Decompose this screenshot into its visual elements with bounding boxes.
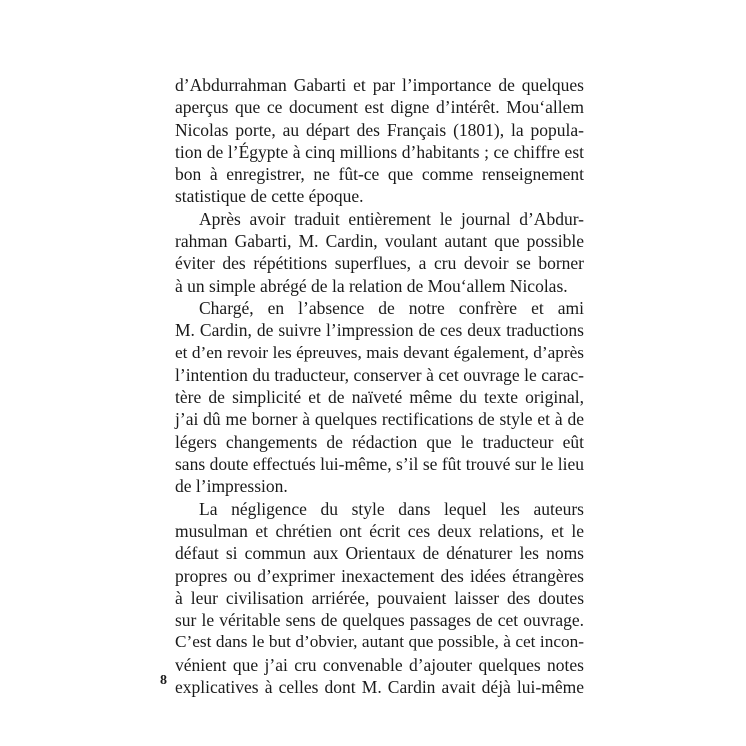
text-line: aperçus que ce document est digne d’intérêt. Mou‘allem bbox=[175, 97, 584, 118]
text-line: Nicolas porte, au départ des Français (1801), la popula- bbox=[175, 119, 584, 140]
text-line: éviter des répétitions superflues, a cru devoir se borner bbox=[175, 253, 584, 274]
text-line: propres ou d’exprimer inexactement des idées étrangères bbox=[175, 565, 584, 586]
paragraph bbox=[175, 208, 584, 297]
text-line: et d’en revoir les épreuves, mais devant également, d’après bbox=[175, 342, 584, 362]
text-line: Après avoir traduit entièrement le journal d’Abdur- bbox=[199, 208, 584, 229]
page-number: 8 bbox=[160, 673, 167, 688]
text-line: vénient que j’ai cru convenable d’ajouter quelques notes bbox=[175, 654, 584, 675]
body-text bbox=[175, 74, 584, 698]
paragraph bbox=[175, 498, 584, 699]
text-line: tère de simplicité et de naïveté même du texte original, bbox=[175, 387, 584, 408]
text-line: j’ai dû me borner à quelques rectifications de style et à de bbox=[175, 409, 584, 430]
text-line: M. Cardin, de suivre l’impression de ces deux traductions bbox=[175, 320, 584, 341]
text-line: La négligence du style dans lequel les auteurs bbox=[199, 498, 584, 519]
text-line: de l’impression. bbox=[175, 476, 288, 497]
text-line: l’intention du traducteur, conserver à cet ouvrage le carac- bbox=[175, 364, 584, 385]
paragraph bbox=[175, 74, 584, 208]
text-line: légers changements de rédaction que le traducteur eût bbox=[175, 431, 584, 452]
text-line: Chargé, en l’absence de notre confrère et ami bbox=[199, 297, 584, 318]
text-line: à leur civilisation arriérée, pouvaient laisser des doutes bbox=[175, 587, 584, 608]
text-line: rahman Gabarti, M. Cardin, voulant autant que possible bbox=[175, 231, 584, 252]
text-line: musulman et chrétien ont écrit ces deux relations, et le bbox=[175, 520, 584, 541]
text-line: tion de l’Égypte à cinq millions d’habitants ; ce chiffre est bbox=[175, 141, 584, 162]
text-line: sans doute effectués lui-même, s’il se fût trouvé sur le lieu bbox=[175, 454, 584, 475]
paragraph bbox=[175, 297, 584, 498]
text-line: sur le véritable sens de quelques passages de cet ouvrage. bbox=[175, 610, 584, 631]
text-line: à un simple abrégé de la relation de Mou‘allem Nicolas. bbox=[175, 275, 568, 296]
text-line: d’Abdurrahman Gabarti et par l’importance de quelques bbox=[175, 75, 584, 95]
text-line: explicatives à celles dont M. Cardin avait déjà lui-même bbox=[175, 677, 584, 698]
text-line: C’est dans le but d’obvier, autant que possible, à cet incon- bbox=[175, 632, 584, 652]
text-line: statistique de cette époque. bbox=[175, 186, 364, 207]
text-line: bon à enregistrer, ne fût-ce que comme renseignement bbox=[175, 164, 584, 185]
text-line: défaut si commun aux Orientaux de dénaturer les noms bbox=[175, 543, 584, 564]
